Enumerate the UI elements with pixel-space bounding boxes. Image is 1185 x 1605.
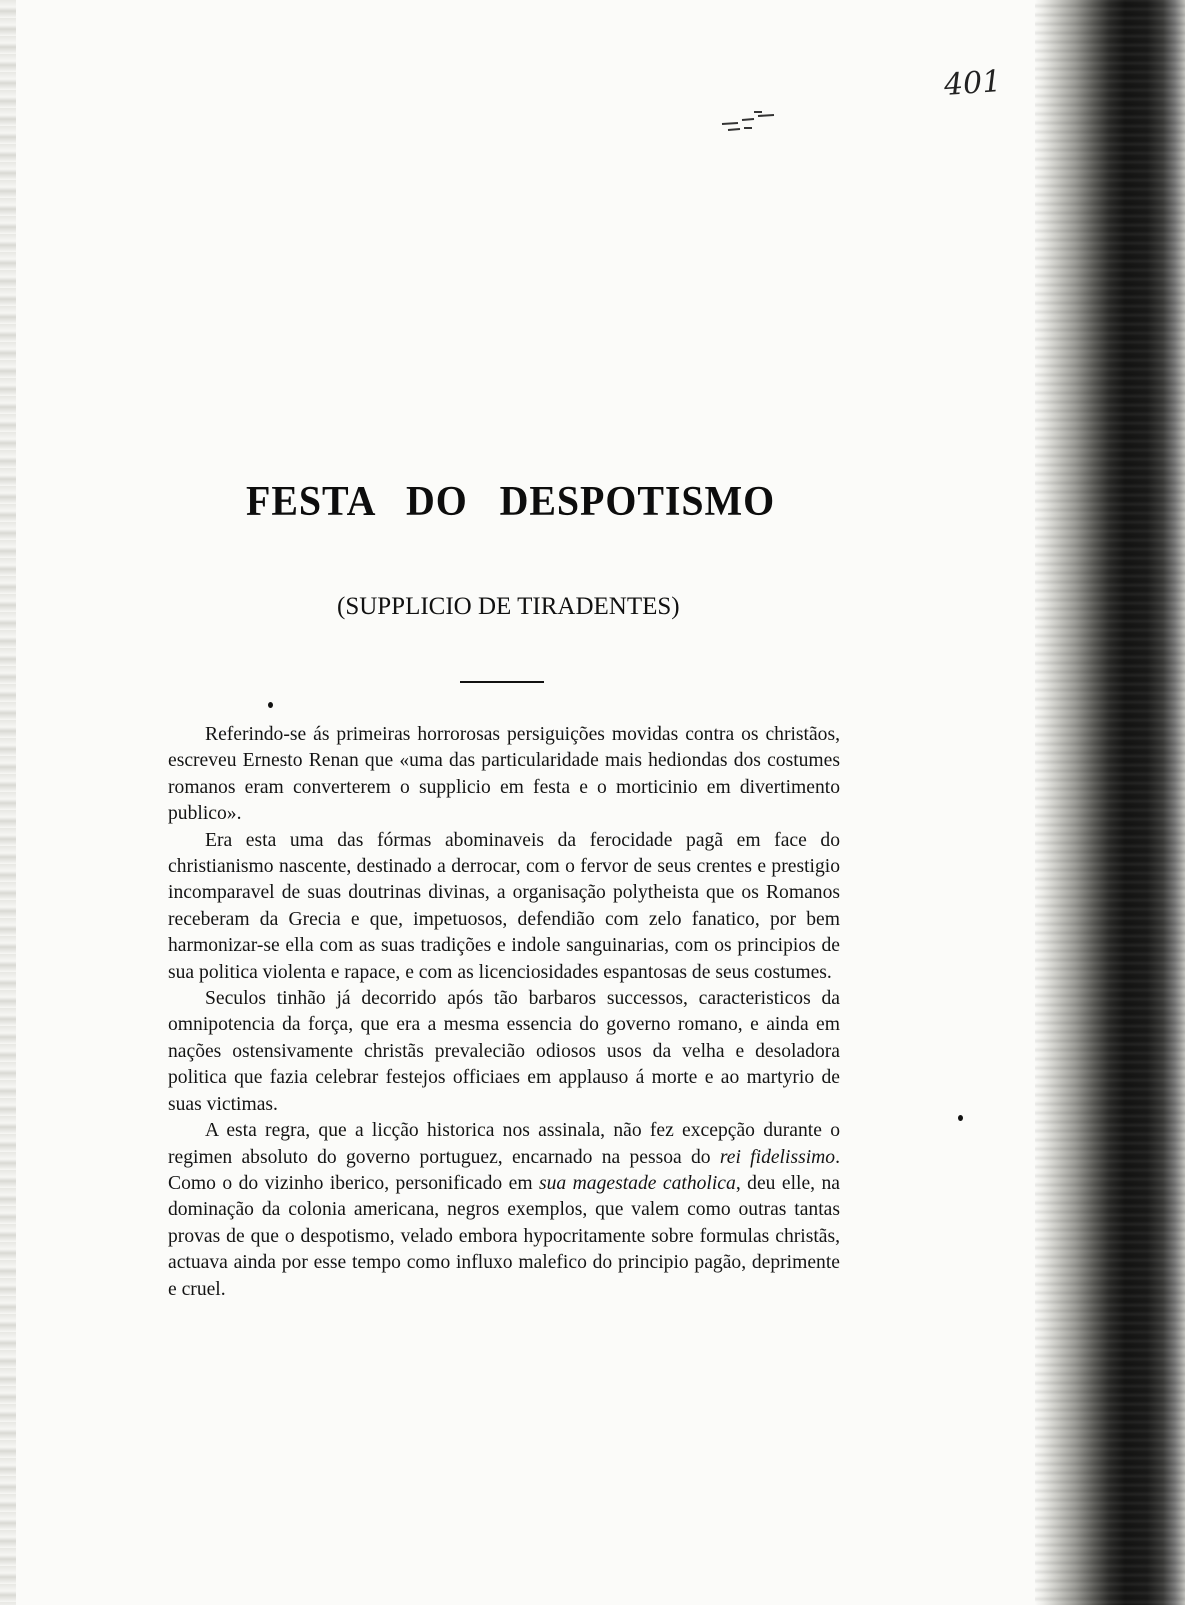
binding-texture bbox=[1035, 0, 1185, 1605]
left-page-edge bbox=[0, 0, 16, 1605]
paragraph: Era esta uma das fórmas abominaveis da ferocidade pagã em face do christianismo nascente, destinado a derrocar, com o fervor de seus crentes e prestigio incomparavel de suas doutrinas divinas, a organisação polytheista que os Romanos receberam da Grecia e que, impetuosos, defendião com zelo fanatico, por bem harmonizar-se ella com as suas tradições e indole sanguinarias, com os principios de sua politica violenta e rapace, e com as licenciosidades espantosas de seus costumes. bbox=[168, 829, 840, 983]
paragraph-text: , deu elle, na dominação da colonia americana, negros exemplos, que valem como outras tantas provas de que o despotismo, velado embora hypocritamente sobre formulas christãs, actuava ainda por esse tempo como influxo malefico do principio pagão, deprimente e cruel. bbox=[168, 1172, 840, 1300]
paragraph bbox=[168, 1118, 840, 1303]
paragraph: Seculos tinhão já decorrido após tão barbaros successos, caracteristicos da omnipotencia da força, que era a mesma essencia do governo romano, e ainda em nações ostensivamente christãs prevalecião odiosos usos da velha e desoladora politica que fazia celebrar festejos officiaes em applauso á morte e ao martyrio de suas victimas. bbox=[168, 988, 840, 1115]
page-subtitle: (SUPPLICIO DE TIRADENTES) bbox=[337, 593, 680, 620]
ink-mark bbox=[718, 108, 778, 138]
ink-speck bbox=[958, 1115, 963, 1121]
handwritten-page-number: 401 bbox=[942, 64, 1003, 103]
paragraph: Referindo-se ás primeiras horrorosas persiguições movidas contra os christãos, escreveu Ernesto Renan que «uma das particularidade mais hediondas dos costumes romanos eram converterem o supplicio em festa e o morticinio em divertimento publico». bbox=[168, 724, 840, 825]
body-text bbox=[168, 722, 840, 1303]
page-title: FESTA DO DESPOTISMO bbox=[246, 479, 776, 525]
italic-phrase: sua magestade catholica bbox=[539, 1172, 736, 1194]
title-divider bbox=[460, 681, 544, 683]
paragraph-text: A esta regra, que a licção historica nos assinala, não fez excepção durante o regimen absoluto do governo portuguez, encarnado na pessoa do bbox=[168, 1120, 840, 1168]
paragraph-text: . Como o do vizinho iberico, personificado em bbox=[168, 1146, 840, 1194]
italic-phrase: rei fidelissimo bbox=[719, 1146, 836, 1168]
ink-speck bbox=[268, 702, 273, 708]
